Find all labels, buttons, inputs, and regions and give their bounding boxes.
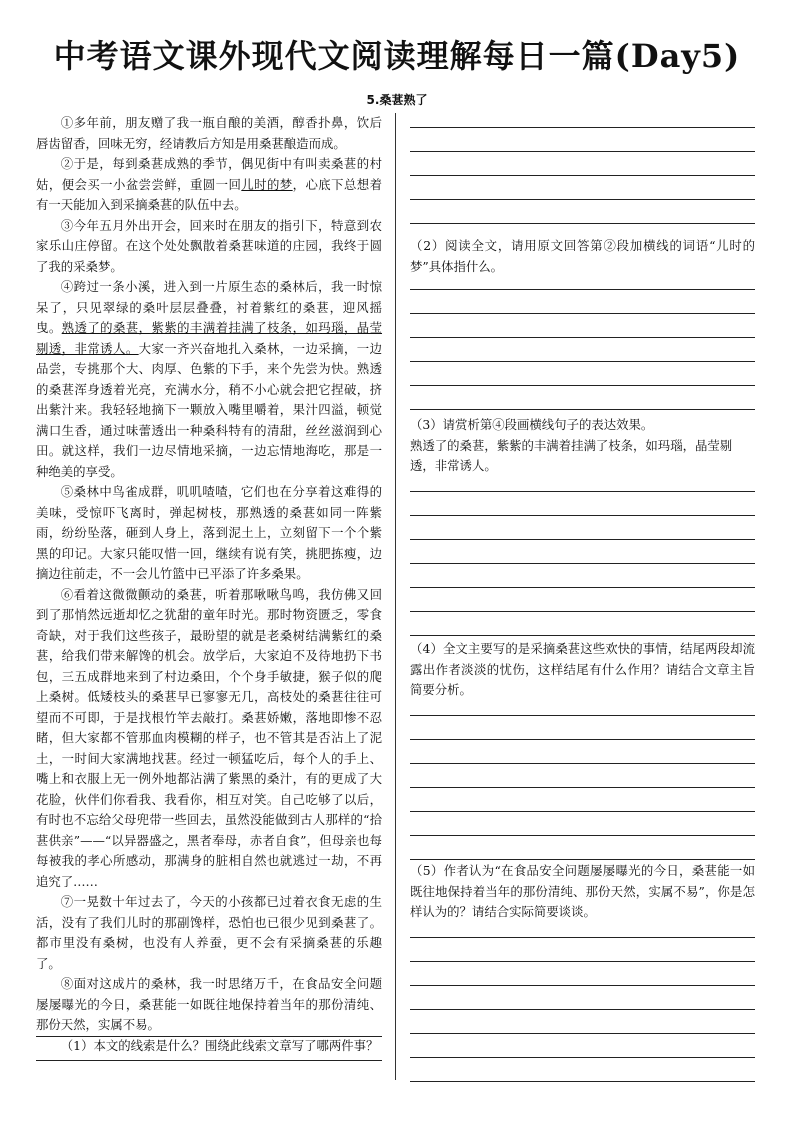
paragraph-4-text-a: ④跨过一条小溪，进入到一片原生态的桑林后，我一时惊呆了，只见翠绿的桑叶层层叠叠，衬着紫红的桑葚，迎风摇曳。 — [36, 279, 382, 335]
answer-line[interactable] — [410, 515, 755, 516]
answer-line[interactable] — [410, 611, 755, 612]
answer-line[interactable] — [410, 635, 755, 636]
answer-line[interactable] — [410, 127, 755, 128]
answer-line[interactable] — [410, 937, 755, 938]
answer-line[interactable] — [36, 1060, 382, 1061]
paragraph-3: ③今年五月外出开会，回来时在朋友的指引下，特意到农家乐山庄停留。在这个处处飘散着桑葚味道的庄园，我终于圆了我的采桑梦。 — [36, 217, 382, 274]
underlined-sentence-ripe-mulberries: 熟透了的桑葚，紫紫的丰满着挂满了枝条，如玛瑙，晶莹剔透，非常诱人。 — [36, 320, 383, 356]
question-2: （2）阅读全文，请用原文回答第②段加横线的词语“儿时的梦”具体指什么。 — [410, 238, 755, 274]
paragraph-2 — [36, 154, 382, 216]
answer-line[interactable] — [410, 1081, 755, 1082]
answer-line[interactable] — [410, 739, 755, 740]
page-title: 中考语文课外现代文阅读理解每日一篇(Day5) — [53, 37, 741, 75]
answer-line[interactable] — [410, 859, 755, 860]
answer-line[interactable] — [410, 313, 755, 314]
question-5-block — [410, 861, 755, 1082]
question-2-block — [410, 236, 755, 410]
paragraph-4 — [36, 277, 382, 482]
answer-line[interactable] — [410, 985, 755, 986]
answer-line[interactable] — [410, 385, 755, 386]
question-5: （5）作者认为“在食品安全问题屡屡曝光的今日，桑葚能一如既往地保持着当年的那份清纯、那份天然，实属不易”，你是怎样认为的？请结合实际简要谈谈。 — [410, 863, 755, 919]
answer-line[interactable] — [410, 1009, 755, 1010]
answer-line[interactable] — [410, 563, 755, 564]
answer-line[interactable] — [410, 199, 755, 200]
answer-line[interactable] — [410, 1057, 755, 1058]
answer-line[interactable] — [410, 289, 755, 290]
answer-line[interactable] — [410, 715, 755, 716]
question-5-answer-area[interactable] — [410, 937, 755, 1082]
question-3-answer-area[interactable] — [410, 491, 755, 636]
paragraph-2-text-b: ，心底下总想着有一天能加入到采摘桑葚的队伍中去。 — [36, 176, 383, 212]
answer-line[interactable] — [410, 835, 755, 836]
answer-line[interactable] — [410, 539, 755, 540]
paragraph-5: ⑤桑林中鸟雀成群，叽叽喳喳，它们也在分享着这难得的美味，受惊吓飞离时，弹起树枝，那熟透的桑葚如同一阵紫雨，纷纷坠落，砸到人身上，落到泥土上，立刻留下一个个紫黑的印记。大家只能叹惜一回，继续有说有笑，挑肥拣瘦，边摘边往前走，不一会儿竹篮中已平添了许多桑果。 — [36, 484, 382, 581]
question-1: （1）本文的线索是什么？围绕此线索文章写了哪两件事？ — [60, 1037, 379, 1053]
answer-line[interactable] — [410, 587, 755, 588]
answer-line[interactable] — [410, 491, 755, 492]
question-1-answer-area[interactable] — [36, 1036, 382, 1061]
question-3: （3）请赏析第④段画横线句子的表达效果。 — [410, 417, 654, 432]
answer-line[interactable] — [410, 811, 755, 812]
paragraph-4-text-b: 大家一齐兴奋地扎入桑林，一边采摘，一边品尝，专挑那个大、肉厚、色紫的下手，来个先尝为快。熟透的桑葚浑身透着光亮，充满水分，稍不小心就会把它捏破，挤出紫汁来。我轻轻地摘下一颗放入嘴里嚼着，果汁四溢，顿觉满口生香，通过味蕾透出一种桑科特有的清甜，丝丝滋润到心田。就这样，我们一边尽情地采摘，一边忘情地海吃，那是一种绝美的享受。 — [36, 340, 383, 479]
article-body — [36, 113, 382, 1056]
answer-line[interactable] — [410, 787, 755, 788]
answer-line[interactable] — [410, 151, 755, 152]
question-2-answer-area[interactable] — [410, 289, 755, 410]
answer-line[interactable] — [410, 409, 755, 410]
paragraph-7: ⑦一晃数十年过去了，今天的小孩都已过着衣食无虑的生活，没有了我们儿时的那副馋样，恐怕也已很少见到桑葚了。都市里没有桑树，也没有人养蚕，更不会有采摘桑葚的乐趣了。 — [36, 894, 382, 971]
underlined-phrase-childhood-dream: 儿时的梦 — [241, 176, 293, 192]
question-3-quoted-sentence: 熟透了的桑葚，紫紫的丰满着挂满了枝条，如玛瑙，晶莹剔透，非常诱人。 — [410, 437, 733, 473]
answer-line[interactable] — [410, 361, 755, 362]
question-3-block — [410, 415, 755, 636]
question-4: （4）全文主要写的是采摘桑葚这些欢快的事情，结尾两段却流露出作者淡淡的忧伤，这样结尾有什么作用？请结合文章主旨简要分析。 — [410, 641, 755, 697]
paragraph-1: ①多年前，朋友赠了我一瓶自酿的美酒，醇香扑鼻，饮后唇齿留香，回味无穷，经请教后方知是用桑葚酿造而成。 — [36, 115, 382, 151]
article-title: 5.桑葚熟了 — [366, 93, 428, 107]
answer-line[interactable] — [410, 1033, 755, 1034]
answer-line[interactable] — [410, 337, 755, 338]
column-divider — [395, 113, 396, 1080]
question-1-answer-lines-continued[interactable] — [410, 127, 755, 224]
answer-line[interactable] — [410, 223, 755, 224]
answer-line[interactable] — [410, 175, 755, 176]
paragraph-8: ⑧面对这成片的桑林，我一时思绪万千，在食品安全问题屡屡曝光的今日，桑葚能一如既往地保持着当年的那份清纯、那份天然，实属不易。 — [36, 976, 382, 1032]
answer-line[interactable] — [410, 763, 755, 764]
answer-line[interactable] — [410, 961, 755, 962]
question-4-answer-area[interactable] — [410, 715, 755, 860]
question-4-block — [410, 639, 755, 860]
answer-line[interactable] — [36, 1036, 382, 1037]
paragraph-2-text-a: ②于是，每到桑葚成熟的季节，偶见街中有叫卖桑葚的村姑，便会买一小盆尝尝鲜，重圆一回 — [36, 156, 382, 192]
paragraph-6: ⑥看着这微微颤动的桑葚，听着那啾啾鸟鸣，我仿佛又回到了那悄然远逝却忆之犹甜的童年时光。那时物资匮乏，零食奇缺，对于我们这些孩子，最盼望的就是老桑树结满紫红的桑葚，给我们带来解馋的机会。放学后，大家迫不及待地扔下书包，三五成群地来到了村边桑田，个个身手敏捷，猴子似的爬上桑树。低矮枝头的桑葚早已寥寥无几，高枝处的桑葚往往可望而不可即，于是找根竹竿去敲打。桑葚娇嫩，落地即惨不忍睹，但大家都不管那血肉模糊的样子，也不管其是否沾上了泥土，一时间大家满地找葚。经过一顿猛吃后，每个人的手上、嘴上和衣服上无一例外地都沾满了紫黑的桑汁，有的更成了大花脸，伙伴们你看我、我看你，相互对笑。自己吃够了以后，有时也不忘给父母兜带一些回去，虽然没能做到古人那样的“拾葚供亲”——“以异器盛之，黑者奉母，赤者自食”，但母亲也每每被我的孝心所感动，那满身的脏相自然也就逃过一劫，不再追究了…… — [36, 586, 382, 889]
